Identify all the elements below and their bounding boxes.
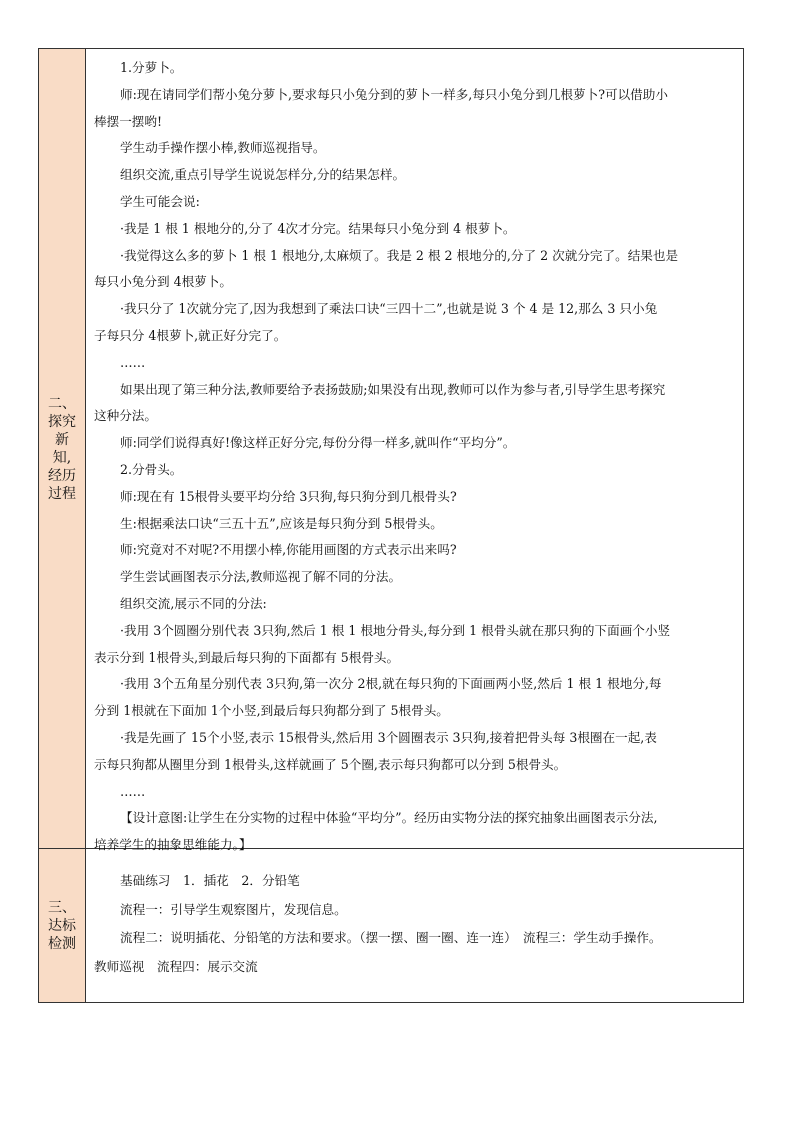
text-line: ·我用 3个五角星分别代表 3只狗,第一次分 2根,就在每只狗的下面画两小竖,然后 1 根 1 根地分,每	[120, 676, 662, 692]
text-line: 师:究竟对不对呢?不用摆小棒,你能用画图的方式表示出来吗?	[120, 542, 457, 558]
text-line: 基础练习 1．插花 2．分铅笔	[120, 873, 300, 888]
text-line: 师:现在有 15根骨头要平均分给 3只狗,每只狗分到几根骨头?	[120, 488, 457, 504]
text-line: 师:同学们说得真好!像这样正好分完,每份分得一样多,就叫作“平均分”。	[120, 435, 516, 451]
text-line: ·我是先画了 15个小竖,表示 15根骨头,然后用 3个圆圈表示 3只狗,接着把骨头每 3根圈在一起,表	[120, 729, 657, 745]
design-intent-line: 【设计意图:让学生在分实物的过程中体验“平均分”。经历由实物分法的探究抽象出画图表示分法,	[120, 810, 658, 826]
text-line: 分到 1根就在下面加 1个小竖,到最后每只狗都分到了 5根骨头。	[94, 703, 449, 719]
text-line: 这种分法。	[94, 408, 157, 424]
text-line: 生:根据乘法口诀“三五十五”,应该是每只狗分到 5根骨头。	[120, 515, 443, 531]
text-line: ·我用 3个圆圈分别代表 3只狗,然后 1 根 1 根地分骨头,每分到 1 根骨头就在那只狗的下面画个小竖	[120, 622, 671, 638]
text-line: 学生动手操作摆小棒,教师巡视指导。	[120, 140, 326, 156]
text-line: 2.分骨头。	[120, 461, 183, 477]
section-explore-label: 二、 探究 新 知, 经历 过程	[39, 49, 86, 848]
text-line: 流程二：说明插花、分铅笔的方法和要求。（摆一摆、圈一圈、连一连） 流程三：学生动手操作。	[120, 930, 662, 945]
text-line: 教师巡视 流程四：展示交流	[94, 958, 258, 974]
text-line: 棒摆一摆哟!	[94, 113, 163, 129]
section-test-row	[39, 849, 743, 1002]
text-line: ……	[120, 783, 146, 799]
text-line: 每只小兔分到 4根萝卜。	[94, 274, 232, 290]
text-line: ·我是 1 根 1 根地分的,分了 4次才分完。结果每只小兔分到 4 根萝卜。	[120, 220, 516, 236]
text-line: 子每只分 4根萝卜,就正好分完了。	[94, 327, 287, 343]
section-test-content	[86, 849, 743, 1002]
text-line: ·我觉得这么多的萝卜 1 根 1 根地分,太麻烦了。我是 2 根 2 根地分的,分了 2 次就分完了。结果也是	[120, 247, 679, 263]
text-line: 学生尝试画图表示分法,教师巡视了解不同的分法。	[120, 569, 402, 585]
text-line: ·我只分了 1次就分完了,因为我想到了乘法口诀“三四十二”,也就是说 3 个 4 是 12,那么 3 只小兔	[120, 301, 658, 317]
text-line: 1.分萝卜。	[120, 60, 183, 75]
lesson-plan-table	[38, 48, 744, 1003]
text-line: 示每只狗都从圈里分到 1根骨头,这样就画了 5个圈,表示每只狗都可以分到 5根骨头。	[94, 756, 567, 772]
text-line: 学生可能会说:	[120, 193, 200, 209]
section-test-label: 三、 达标 检测	[39, 849, 86, 1002]
text-line: 组织交流,展示不同的分法:	[120, 595, 267, 611]
text-line: ……	[120, 354, 146, 370]
design-intent-line: 培养学生的抽象思维能力。】	[94, 837, 252, 853]
text-line: 师:现在请同学们帮小兔分萝卜,要求每只小兔分到的萝卜一样多,每只小兔分到几根萝卜?可以借助小	[120, 86, 668, 102]
section-explore-row	[39, 49, 743, 853]
text-line: 组织交流,重点引导学生说说怎样分,分的结果怎样。	[120, 167, 406, 183]
text-line: 如果出现了第三种分法,教师要给予表扬鼓励;如果没有出现,教师可以作为参与者,引导学生思考探究	[120, 381, 666, 397]
text-line: 表示分到 1根骨头,到最后每只狗的下面都有 5根骨头。	[94, 649, 400, 665]
text-line: 流程一：引导学生观察图片，发现信息。	[120, 901, 347, 917]
section-explore-content	[86, 49, 743, 853]
